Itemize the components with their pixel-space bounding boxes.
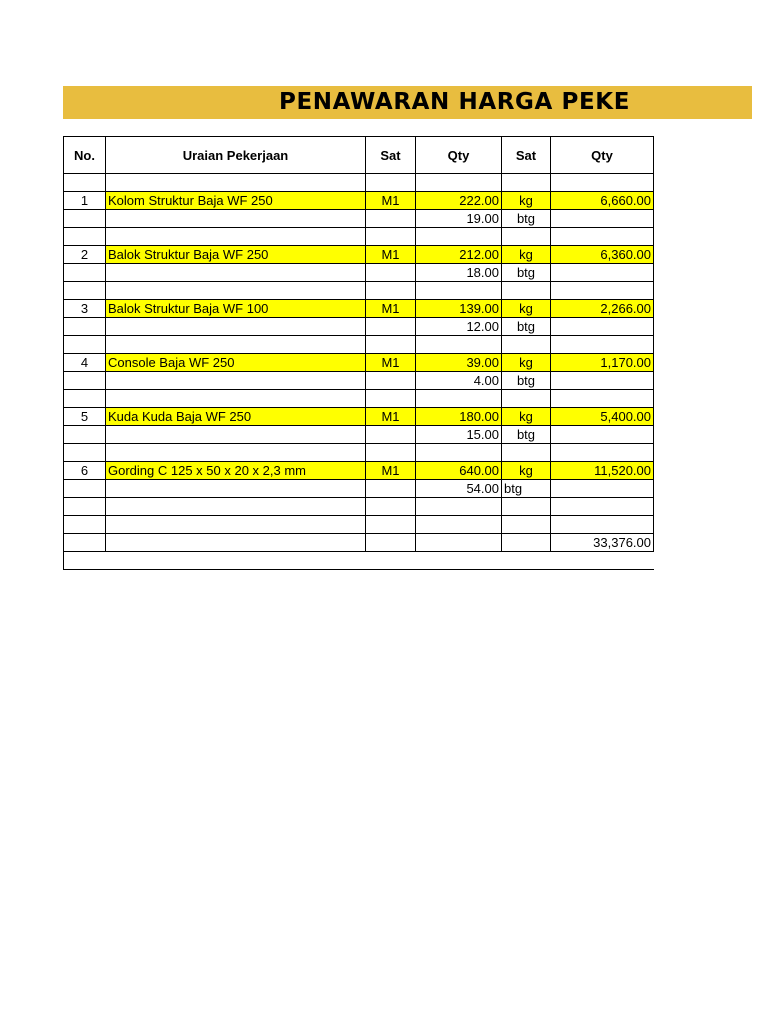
cell-qty[interactable] [416,336,502,354]
table-row [64,174,654,192]
cell-qty-2[interactable] [551,282,654,300]
cell-qty-2[interactable]: 1,170.00 [551,354,654,372]
cell-description[interactable] [106,426,366,444]
cell-unit-2[interactable]: btg [502,318,551,336]
cell-description[interactable] [106,336,366,354]
cell-qty-2[interactable]: 5,400.00 [551,408,654,426]
cell-description[interactable]: Balok Struktur Baja WF 100 [106,300,366,318]
table-row [64,246,654,264]
header-unit: Sat [366,137,416,174]
table-row [64,516,654,534]
table-row [64,336,654,354]
cell-qty-2[interactable] [551,426,654,444]
cell-unit-2[interactable]: btg [502,480,551,498]
cell-no[interactable] [64,534,106,552]
cell-qty[interactable]: 39.00 [416,354,502,372]
cell-no[interactable] [64,372,106,390]
cell-qty[interactable] [416,228,502,246]
table-footer-cell [64,552,654,570]
table-row [64,426,654,444]
cell-unit-2[interactable] [502,228,551,246]
cell-unit[interactable] [366,390,416,408]
cell-no[interactable] [64,516,106,534]
cell-unit-2[interactable]: btg [502,264,551,282]
cell-qty-2[interactable] [551,444,654,462]
cell-unit-2[interactable] [502,498,551,516]
cell-unit-2[interactable] [502,444,551,462]
cell-qty-2[interactable] [551,210,654,228]
title-band [63,86,752,119]
cell-qty[interactable]: 139.00 [416,300,502,318]
cell-qty[interactable]: 180.00 [416,408,502,426]
table-row [64,498,654,516]
cell-qty-2[interactable] [551,516,654,534]
cell-no[interactable] [64,480,106,498]
table-row [64,192,654,210]
cell-qty-2[interactable]: 11,520.00 [551,462,654,480]
cell-qty-2[interactable]: 6,660.00 [551,192,654,210]
cell-description[interactable] [106,444,366,462]
cell-no[interactable]: 2 [64,246,106,264]
cell-qty[interactable]: 15.00 [416,426,502,444]
cell-no[interactable]: 5 [64,408,106,426]
table-row [64,372,654,390]
cell-qty-2[interactable]: 2,266.00 [551,300,654,318]
cell-qty-2[interactable] [551,336,654,354]
cell-unit[interactable] [366,174,416,192]
cell-qty[interactable]: 12.00 [416,318,502,336]
header-qty-2: Qty [551,137,654,174]
cell-unit[interactable] [366,516,416,534]
cell-unit[interactable] [366,498,416,516]
table-header-row [64,137,654,174]
cell-unit-2[interactable] [502,282,551,300]
cell-qty[interactable]: 18.00 [416,264,502,282]
cell-qty[interactable] [416,498,502,516]
cell-qty[interactable]: 4.00 [416,372,502,390]
cell-description[interactable]: Gording C 125 x 50 x 20 x 2,3 mm [106,462,366,480]
cell-description[interactable]: Balok Struktur Baja WF 250 [106,246,366,264]
cell-qty-2[interactable] [551,174,654,192]
cell-no[interactable]: 4 [64,354,106,372]
cell-no[interactable] [64,264,106,282]
quotation-table [63,136,654,570]
header-no: No. [64,137,106,174]
table-row [64,534,654,552]
cell-qty[interactable] [416,174,502,192]
table-footer-row [64,552,654,570]
cell-no[interactable] [64,498,106,516]
cell-unit-2[interactable] [502,534,551,552]
cell-unit[interactable] [366,426,416,444]
cell-unit[interactable] [366,264,416,282]
table-row [64,228,654,246]
cell-unit[interactable]: M1 [366,192,416,210]
cell-unit[interactable] [366,228,416,246]
cell-qty-2[interactable]: 33,376.00 [551,534,654,552]
cell-unit-2[interactable]: kg [502,462,551,480]
cell-unit-2[interactable] [502,390,551,408]
cell-qty-2[interactable] [551,390,654,408]
cell-no[interactable] [64,210,106,228]
cell-unit[interactable]: M1 [366,354,416,372]
table-row [64,282,654,300]
header-description: Uraian Pekerjaan [106,137,366,174]
cell-unit-2[interactable] [502,516,551,534]
header-qty: Qty [416,137,502,174]
cell-unit[interactable] [366,372,416,390]
cell-description[interactable] [106,372,366,390]
cell-qty-2[interactable] [551,228,654,246]
cell-description[interactable]: Console Baja WF 250 [106,354,366,372]
table-row [64,408,654,426]
cell-description[interactable] [106,174,366,192]
cell-qty-2[interactable] [551,318,654,336]
cell-unit-2[interactable]: kg [502,246,551,264]
table-row [64,264,654,282]
cell-qty[interactable]: 640.00 [416,462,502,480]
table-row [64,390,654,408]
header-unit-2: Sat [502,137,551,174]
cell-qty[interactable] [416,390,502,408]
cell-description[interactable]: Kolom Struktur Baja WF 250 [106,192,366,210]
cell-description[interactable] [106,228,366,246]
table-row [64,300,654,318]
cell-no[interactable] [64,390,106,408]
cell-unit-2[interactable]: kg [502,408,551,426]
cell-description[interactable] [106,498,366,516]
cell-unit-2[interactable]: btg [502,426,551,444]
cell-description[interactable]: Kuda Kuda Baja WF 250 [106,408,366,426]
cell-qty-2[interactable] [551,480,654,498]
cell-qty[interactable] [416,534,502,552]
table-row [64,444,654,462]
cell-unit[interactable]: M1 [366,408,416,426]
table-row [64,480,654,498]
cell-description[interactable] [106,516,366,534]
cell-qty[interactable]: 54.00 [416,480,502,498]
cell-no[interactable]: 1 [64,192,106,210]
cell-qty[interactable]: 222.00 [416,192,502,210]
cell-unit-2[interactable]: kg [502,354,551,372]
cell-unit-2[interactable]: kg [502,300,551,318]
document-title: PENAWARAN HARGA PEKE [279,89,631,115]
cell-unit[interactable]: M1 [366,300,416,318]
cell-no[interactable] [64,282,106,300]
cell-description[interactable] [106,210,366,228]
cell-description[interactable] [106,534,366,552]
cell-unit[interactable] [366,444,416,462]
cell-unit-2[interactable]: btg [502,210,551,228]
cell-unit-2[interactable]: kg [502,192,551,210]
cell-description[interactable] [106,480,366,498]
cell-qty[interactable] [416,282,502,300]
cell-qty[interactable] [416,516,502,534]
table-row [64,318,654,336]
cell-unit-2[interactable]: btg [502,372,551,390]
cell-description[interactable] [106,390,366,408]
cell-no[interactable] [64,444,106,462]
cell-description[interactable] [106,318,366,336]
cell-qty-2[interactable]: 6,360.00 [551,246,654,264]
cell-unit-2[interactable] [502,336,551,354]
cell-description[interactable] [106,282,366,300]
cell-unit[interactable] [366,210,416,228]
cell-unit[interactable] [366,480,416,498]
cell-no[interactable]: 6 [64,462,106,480]
cell-no[interactable] [64,174,106,192]
cell-no[interactable] [64,336,106,354]
cell-qty-2[interactable] [551,264,654,282]
cell-qty[interactable]: 212.00 [416,246,502,264]
cell-no[interactable] [64,228,106,246]
table-row [64,354,654,372]
cell-no[interactable] [64,318,106,336]
cell-unit[interactable] [366,336,416,354]
cell-qty[interactable] [416,444,502,462]
cell-no[interactable]: 3 [64,300,106,318]
cell-unit-2[interactable] [502,174,551,192]
table-row [64,462,654,480]
cell-no[interactable] [64,426,106,444]
cell-unit[interactable] [366,282,416,300]
cell-description[interactable] [106,264,366,282]
cell-unit[interactable] [366,318,416,336]
cell-qty[interactable]: 19.00 [416,210,502,228]
cell-qty-2[interactable] [551,498,654,516]
cell-qty-2[interactable] [551,372,654,390]
table-row [64,210,654,228]
cell-unit[interactable]: M1 [366,246,416,264]
cell-unit[interactable]: M1 [366,462,416,480]
cell-unit[interactable] [366,534,416,552]
